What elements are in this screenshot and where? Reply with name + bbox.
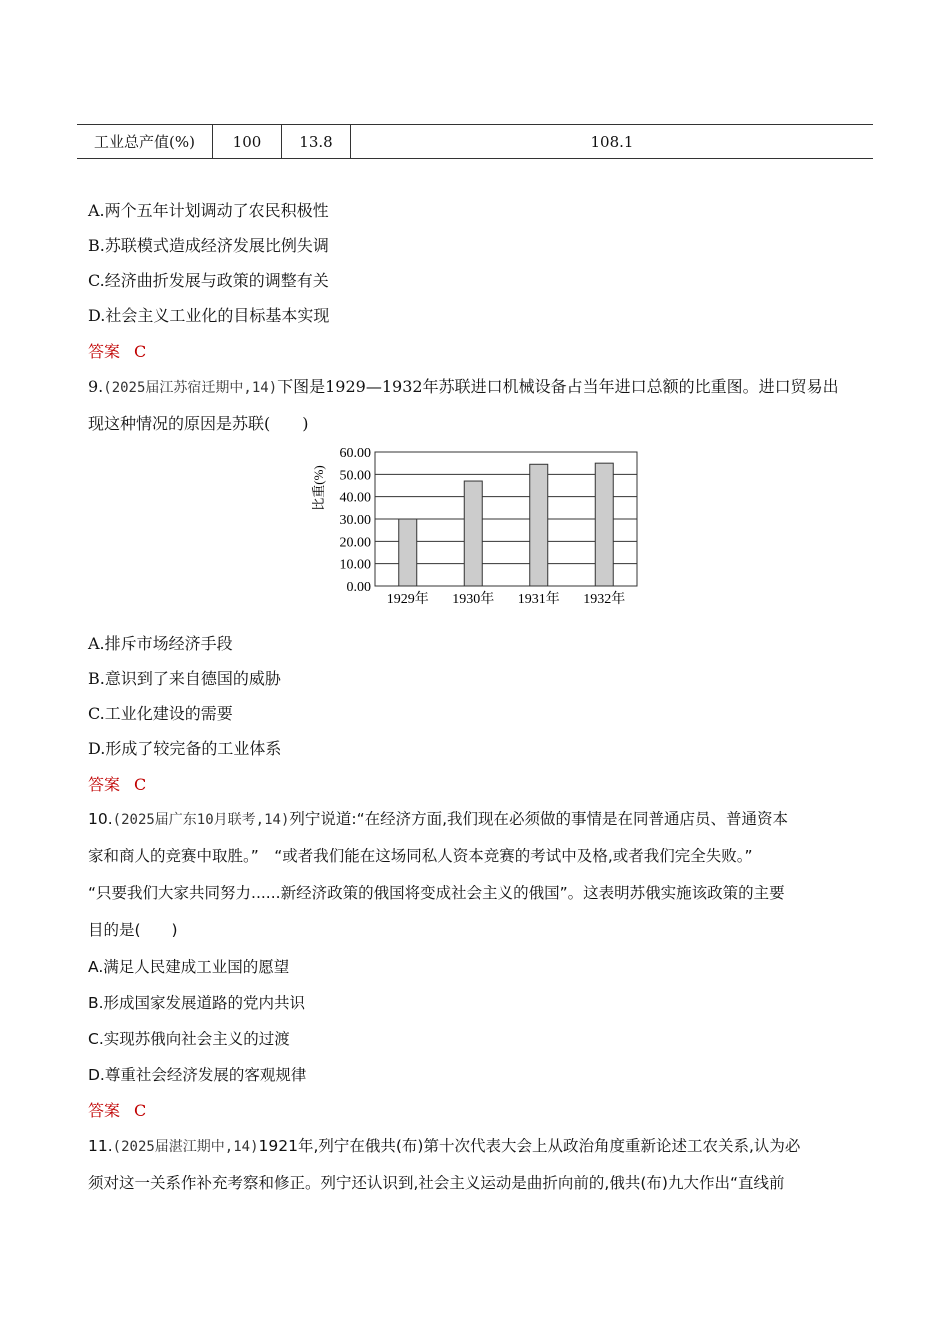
table-row-label: 工业总产值(%): [77, 125, 213, 159]
chart-y-tick-label: 10.00: [339, 557, 371, 573]
answer-value: C: [134, 775, 147, 794]
chart-y-ticks: [340, 446, 372, 595]
q9-option-d: D.形成了较完备的工业体系: [88, 739, 282, 758]
q11-stem: [88, 1134, 800, 1156]
chart-y-tick-label: 50.00: [339, 468, 371, 484]
q8-option-c: C.经济曲折发展与政策的调整有关: [88, 271, 329, 290]
question-source: (2025届湛江期中,14): [112, 1139, 259, 1155]
chart-y-tick-label: 40.00: [339, 490, 371, 506]
chart-y-tick-label: 0.00: [346, 580, 371, 595]
chart-x-tick-label: 1932年: [583, 592, 626, 607]
answer-label: 答案: [88, 1101, 121, 1120]
question-number: 9.: [88, 377, 104, 396]
q9-stem: [88, 374, 839, 397]
answer-value: C: [134, 1101, 147, 1120]
q10-answer: [88, 1098, 146, 1121]
chart-x-tick-label: 1929年: [386, 592, 429, 607]
data-table: [77, 124, 873, 159]
chart-x-tick-label: 1931年: [517, 592, 560, 607]
chart-bars: [399, 463, 614, 586]
q10-option-b: B.形成国家发展道路的党内共识: [88, 994, 306, 1012]
q10-stem-line4: 目的是( ): [88, 921, 178, 939]
q10-option-d: D.尊重社会经济发展的客观规律: [88, 1066, 307, 1084]
q10-option-a: A.满足人民建成工业国的愿望: [88, 958, 290, 976]
q10-stem-line3: “只要我们大家共同努力......新经济政策的俄国将变成社会主义的俄国”。这表明苏俄实施该政策的主要: [88, 884, 785, 902]
q8-answer: [88, 339, 146, 362]
question-number: 10.: [88, 810, 113, 828]
q10-stem-line2: 家和商人的竞赛中取胜。” “或者我们能在这场同私人资本竞赛的考试中及格,或者我们完全失败。”: [88, 847, 753, 865]
q8-option-d: D.社会主义工业化的目标基本实现: [88, 306, 330, 325]
chart-bar: [464, 481, 482, 586]
chart-y-axis-label: 比重(%): [311, 465, 326, 511]
chart-bar: [530, 464, 548, 586]
q9-stem-line2: 现这种情况的原因是苏联( ): [88, 414, 309, 433]
question-source: (2025届广东10月联考,14): [112, 812, 290, 828]
chart-y-tick-label: 20.00: [339, 535, 371, 551]
q8-option-b: B.苏联模式造成经济发展比例失调: [88, 236, 329, 255]
question-stem: 下图是1929—1932年苏联进口机械设备占当年进口总额的比重图。进口贸易出: [277, 377, 839, 396]
table-cell: 13.8: [282, 125, 351, 159]
q10-option-c: C.实现苏俄向社会主义的过渡: [88, 1030, 290, 1048]
chart-x-ticks: [387, 590, 626, 607]
question-source: (2025届江苏宿迁期中,14): [103, 380, 278, 396]
q10-stem: [88, 807, 788, 829]
chart-x-tick-label: 1930年: [452, 592, 495, 607]
question-stem: 列宁说道:“在经济方面,我们现在必须做的事情是在同普通店员、普通资本: [289, 810, 789, 828]
import-ratio-bar-chart: [305, 440, 650, 612]
answer-label: 答案: [88, 342, 121, 361]
chart-y-tick-label: 30.00: [339, 513, 371, 528]
table-cell: 100: [213, 125, 282, 159]
q9-answer: [88, 772, 146, 795]
question-number: 11.: [88, 1137, 113, 1155]
answer-label: 答案: [88, 775, 121, 794]
chart-bar: [399, 519, 417, 586]
q9-option-b: B.意识到了来自德国的威胁: [88, 669, 281, 688]
q8-option-a: A.两个五年计划调动了农民积极性: [88, 201, 329, 220]
table-row: [77, 125, 873, 159]
q9-option-c: C.工业化建设的需要: [88, 704, 233, 723]
chart-bar: [595, 463, 613, 586]
q9-option-a: A.排斥市场经济手段: [88, 634, 233, 653]
q11-stem-line2: 须对这一关系作补充考察和修正。列宁还认识到,社会主义运动是曲折向前的,俄共(布)九大作出“直线前: [88, 1174, 785, 1192]
question-stem: 1921年,列宁在俄共(布)第十次代表大会上从政治角度重新论述工农关系,认为必: [258, 1137, 801, 1155]
chart-y-tick-label: 60.00: [339, 446, 371, 461]
answer-value: C: [134, 342, 147, 361]
table-cell: 108.1: [351, 125, 874, 159]
